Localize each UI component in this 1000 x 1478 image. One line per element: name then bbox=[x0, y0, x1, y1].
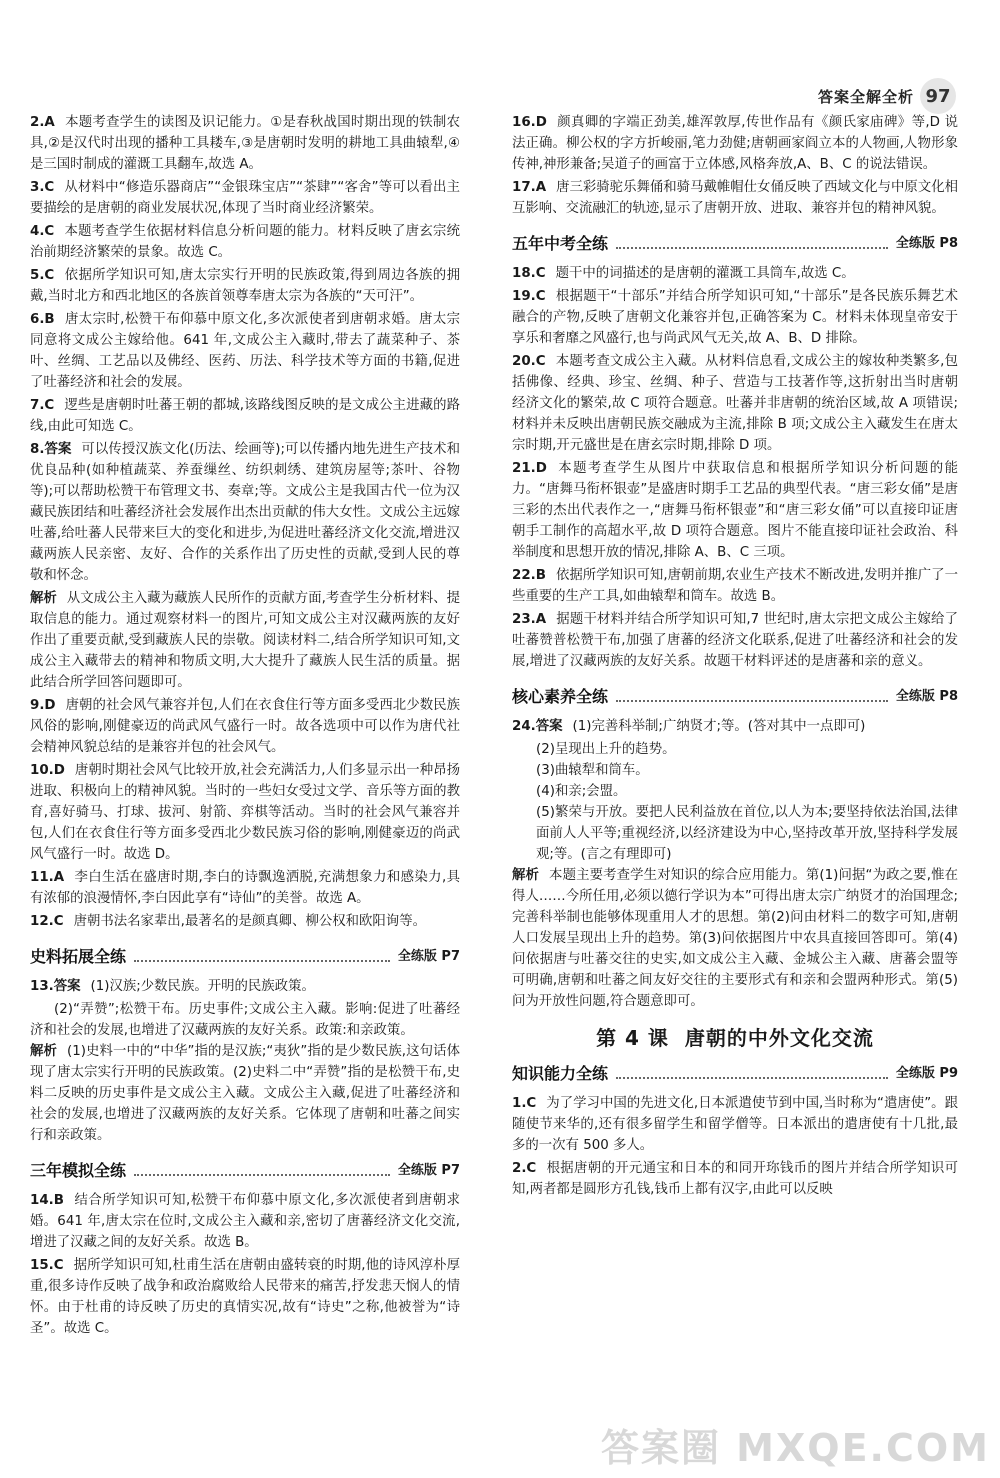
answer-item bbox=[512, 177, 958, 219]
answer-text: 唐太宗时,松赞干布仰慕中原文化,多次派使者到唐朝求婚。唐太宗同意将文成公主嫁给他。641 年,文成公主入藏时,带去了蔬菜种子、茶叶、丝绸、工艺品以及佛经、医药、历法、科学技术等方面的书籍,促进了吐蕃经济和社会的发展。 bbox=[30, 312, 460, 390]
answer-number: 6.B bbox=[30, 312, 55, 327]
section-header bbox=[30, 1158, 460, 1182]
section-title: 知识能力全练 bbox=[512, 1063, 609, 1083]
page-number: 97 bbox=[920, 78, 956, 114]
analysis-label: 解析 bbox=[512, 868, 540, 883]
section-title: 核心素养全练 bbox=[512, 686, 609, 706]
answer-item bbox=[512, 458, 958, 563]
answer-number: 1.C bbox=[512, 1096, 537, 1111]
answer-item bbox=[30, 395, 460, 437]
answer-item bbox=[30, 911, 460, 932]
right-column bbox=[512, 112, 958, 1202]
section-ref: 全练版 P7 bbox=[397, 948, 460, 964]
answer-item bbox=[30, 1255, 460, 1339]
analysis-paragraph bbox=[512, 865, 958, 1012]
answer-item bbox=[512, 286, 958, 349]
answer-number: 16.D bbox=[512, 115, 547, 130]
analysis-label: 解析 bbox=[30, 591, 57, 606]
lesson-number: 第 4 课 bbox=[596, 1026, 669, 1050]
answer-number: 7.C bbox=[30, 398, 55, 413]
analysis-text: 本题主要考查学生对知识的综合应用能力。第(1)问据“为政之要,惟在得人……今所任用,必须以德行学识为本”可得出唐太宗广纳贤才的治国理念;完善科举制也能够体现重用人才的思想。第(2)问由材料二的数字可知,唐朝人口发展呈现出上升的趋势。第(3)问依据图片中农具直接回答即可。第(4)问依据唐与吐蕃交往的史实,如文成公主入藏、金城公主入藏、唐蕃会盟等可明确,唐朝和吐蕃之间友好交往的主要形式有和亲和会盟两种形式。第(5)问为开放性问题,符合题意即可。 bbox=[512, 868, 958, 1009]
answer-item bbox=[512, 263, 958, 284]
answer-number: 18.C bbox=[512, 266, 546, 281]
analysis-text: (1)史料一中的“中华”指的是汉族;“夷狄”指的是少数民族,这句话体现了唐太宗实行开明的民族政策。(2)史料二中“弄赞”指的是松赞干布,史料二反映的历史事件是文成公主入藏。文成公主入藏,促进了吐蕃经济和社会的发展,也增进了汉藏两族的友好关系。它体现了唐朝和吐蕃之间实行和亲政策。 bbox=[30, 1044, 461, 1143]
analysis-text: 从文成公主入藏为藏族人民所作的贡献方面,考查学生分析材料、提取信息的能力。通过观察材料一的图片,可知文成公主对汉藏两族的友好作出了重要贡献,受到藏族人民的崇敬。阅读材料二,结合所学知识可知,文成公主入藏带去的精神和物质文明,大大提升了藏族人民生活的质量。据此结合所学回答问题即可。 bbox=[30, 591, 460, 690]
section-header bbox=[30, 944, 460, 968]
section-ref: 全练版 P7 bbox=[397, 1162, 460, 1178]
answer-text: 李白生活在盛唐时期,李白的诗飘逸洒脱,充满想象力和感染力,具有浓郁的浪漫情怀,李白因此享有“诗仙”的美誉。故选 A。 bbox=[30, 870, 460, 906]
answer-item bbox=[30, 177, 460, 219]
answer-item bbox=[30, 695, 460, 758]
section-header bbox=[512, 231, 958, 255]
answer-text: 逻些是唐朝时吐蕃王朝的都城,该路线图反映的是文成公主进藏的路线,由此可知选 C。 bbox=[30, 398, 460, 434]
answer-text: 依据所学知识可知,唐朝前期,农业生产技术不断改进,发明并推广了一些重要的生产工具,如曲辕犁和筒车。故选 B。 bbox=[512, 568, 958, 604]
section-ref: 全练版 P8 bbox=[895, 688, 958, 704]
analysis-paragraph bbox=[30, 588, 460, 693]
answer-number: 8.答案 bbox=[30, 442, 72, 457]
answer-text: 唐朝时期社会风气比较开放,社会充满活力,人们多显示出一种昂扬进取、积极向上的精神风貌。当时的一些妇女受过文学、音乐等方面的教育,喜好骑马、打球、拔河、射箭、弈棋等活动。当时的社会风气兼容并包,人们在衣食住行等方面多受西北少数民族习俗的影响,刚健豪迈的尚武风气盛行一时。故选 D。 bbox=[30, 763, 460, 862]
answer-number: 13.答案 bbox=[30, 979, 81, 994]
answer-number: 2.C bbox=[512, 1161, 537, 1176]
section-divider bbox=[616, 1067, 888, 1079]
answer-text: 可以传授汉族文化(历法、绘画等);可以传播内地先进生产技术和优良品种(如种植蔬菜、养蚕缫丝、纺织刺绣、建筑房屋等;茶叶、谷物等);可以帮助松赞干布管理文书、奏章;等。文成公主是我国古代一位为汉藏民族团结和吐蕃经济社会发展作出杰出贡献的伟大女性。文成公主远嫁吐蕃,给吐蕃人民带来巨大的变化和进步,为促进吐蕃经济文化交流,增进汉藏两族人民亲密、友好、合作的关系作出了历史性的贡献,受到人民的尊敬和怀念。 bbox=[30, 442, 461, 583]
answer-text: 唐朝的社会风气兼容并包,人们在衣食住行等方面多受西北少数民族风俗的影响,刚健豪迈的尚武风气盛行一时。故各选项中可以作为唐代社会精神风貌总结的是兼容并包的社会风气。 bbox=[30, 698, 460, 755]
section-ref: 全练版 P8 bbox=[895, 235, 958, 251]
answer-text: 从材料中“修造乐器商店”“金银珠宝店”“茶肆”“客舍”等可以看出主要描绘的是唐朝的商业发展状况,体现了当时商业经济繁荣。 bbox=[30, 180, 460, 216]
answer-text: 据题干材料并结合所学知识可知,7 世纪时,唐太宗把文成公主嫁给了吐蕃赞普松赞干布,加强了唐蕃的经济文化联系,促进了吐蕃经济和社会的发展,增进了汉藏两族的友好关系。故题干材料评述的是唐蕃和亲的意义。 bbox=[512, 612, 958, 669]
answer-text: 据所学知识可知,杜甫生活在唐朝由盛转衰的时期,他的诗风淳朴厚重,很多诗作反映了战争和政治腐败给人民带来的痛苦,抒发悲天悯人的情怀。由于杜甫的诗反映了历史的真情实况,故有“诗史”之称,他被誉为“诗圣”。故选 C。 bbox=[30, 1258, 460, 1336]
answer-item bbox=[30, 760, 460, 865]
answer-item bbox=[30, 221, 460, 263]
answer-number: 11.A bbox=[30, 870, 65, 885]
answer-item bbox=[30, 112, 460, 175]
answer-text: 唐三彩骑驼乐舞俑和骑马戴帷帽仕女俑反映了西域文化与中原文化相互影响、交流融汇的轨迹,显示了唐朝开放、进取、兼容并包的精神风貌。 bbox=[512, 180, 958, 216]
answer-subpart: (3)曲辕犁和筒车。 bbox=[536, 763, 649, 778]
page-header bbox=[818, 78, 956, 114]
answer-number: 12.C bbox=[30, 914, 64, 929]
answer-text: 题干中的词描述的是唐朝的灌溉工具筒车,故选 C。 bbox=[555, 266, 855, 281]
answer-item bbox=[512, 1093, 958, 1156]
answer-number: 19.C bbox=[512, 289, 546, 304]
answer-item bbox=[30, 1190, 460, 1253]
section-title: 三年模拟全练 bbox=[30, 1160, 127, 1180]
section-divider bbox=[134, 950, 390, 962]
answer-number: 20.C bbox=[512, 354, 546, 369]
answer-item bbox=[30, 309, 460, 393]
analysis-label: 解析 bbox=[30, 1044, 57, 1059]
header-title: 答案全解全析 bbox=[817, 87, 914, 106]
section-divider bbox=[134, 1164, 390, 1176]
answer-number: 24.答案 bbox=[512, 719, 563, 734]
answer-number: 21.D bbox=[512, 461, 547, 476]
answer-item bbox=[30, 439, 460, 586]
answer-text: (1)完善科举制;广纳贤才;等。(答对其中一点即可) bbox=[572, 719, 866, 734]
answer-subpart: (2)“弄赞”;松赞干布。历史事件;文成公主入藏。影响:促进了吐蕃经济和社会的发展,也增进了汉藏两族的友好关系。政策:和亲政策。 bbox=[30, 1002, 460, 1038]
section-header bbox=[512, 1061, 958, 1085]
answer-item bbox=[512, 609, 958, 672]
section-ref: 全练版 P9 bbox=[895, 1065, 958, 1081]
answer-item bbox=[512, 112, 958, 175]
left-column bbox=[30, 112, 460, 1341]
answer-number: 14.B bbox=[30, 1193, 64, 1208]
answer-item bbox=[30, 867, 460, 909]
answer-text: 依据所学知识可知,唐太宗实行开明的民族政策,得到周边各族的拥戴,当时北方和西北地区的各族首领尊奉唐太宗为各族的“天可汗”。 bbox=[30, 268, 460, 304]
answer-text: 本题考查文成公主入藏。从材料信息看,文成公主的嫁妆种类繁多,包括佛像、经典、珍宝、丝绸、种子、营造与工技著作等,这折射出当时唐朝经济文化的繁荣,故 C 项符合题意。吐蕃并非唐朝的统治区域,故 A 项错误;材料并未反映出唐朝民族交融成为主流,排除 B 项;文成公主入藏发生在唐太宗时期,开元盛世是在唐玄宗时期,排除 D 项。 bbox=[512, 354, 958, 453]
answer-text: 根据题干“十部乐”并结合所学知识可知,“十部乐”是各民族乐舞艺术融合的产物,反映了唐朝文化兼容并包,正确答案为 C。材料未体现皇帝安于享乐和奢靡之风盛行,也与尚武风气无关,故 A、B、D 排除。 bbox=[512, 289, 958, 346]
answer-item bbox=[512, 716, 958, 737]
answer-text: 结合所学知识可知,松赞干布仰慕中原文化,多次派使者到唐朝求婚。641 年,唐太宗在位时,文成公主入藏和亲,密切了唐蕃经济文化交流,增进了汉藏之间的友好关系。故选 B。 bbox=[30, 1193, 460, 1250]
section-divider bbox=[616, 237, 888, 249]
answer-item bbox=[30, 265, 460, 307]
answer-text: (1)汉族;少数民族。开明的民族政策。 bbox=[90, 979, 315, 994]
section-header bbox=[512, 684, 958, 708]
answer-number: 3.C bbox=[30, 180, 55, 195]
section-title: 史料拓展全练 bbox=[30, 946, 127, 966]
answer-item bbox=[30, 976, 460, 997]
answer-number: 5.C bbox=[30, 268, 55, 283]
answer-number: 10.D bbox=[30, 763, 65, 778]
answer-text: 本题考查学生从图片中获取信息和根据所学知识分析问题的能力。“唐舞马衔杯银壶”是盛唐时期手工艺品的典型代表。“唐三彩女俑”是唐三彩的杰出代表作之一,“唐舞马衔杯银壶”和“唐三彩女俑”可以直接印证唐朝手工制作的高超水平,故 D 项符合题意。图片不能直接印证社会政治、科举制度和思想开放的情况,排除 A、B、C 三项。 bbox=[512, 461, 958, 560]
answer-number: 23.A bbox=[512, 612, 547, 627]
section-divider bbox=[616, 690, 888, 702]
answer-subpart: (5)繁荣与开放。要把人民利益放在首位,以人为本;要坚持依法治国,法律面前人人平等;重视经济,以经济建设为中心,坚持改革开放,坚持科学发展观;等。(言之有理即可) bbox=[536, 805, 958, 862]
answer-item bbox=[512, 565, 958, 607]
answer-item bbox=[512, 1158, 958, 1200]
answer-text: 本题考查学生依据材料信息分析问题的能力。材料反映了唐玄宗统治前期经济繁荣的景象。故选 C。 bbox=[30, 224, 460, 260]
answer-number: 9.D bbox=[30, 698, 56, 713]
answer-number: 2.A bbox=[30, 115, 55, 130]
answer-text: 颜真卿的字端正劲美,雄浑敦厚,传世作品有《颜氏家庙碑》等,D 说法正确。柳公权的字方折峻丽,笔力劲健;唐朝画家阎立本的人物画,人物形象传神,神形兼备;吴道子的画富于立体感,风格奔放,A、B、C 的说法错误。 bbox=[512, 115, 958, 172]
lesson-name: 唐朝的中外文化交流 bbox=[684, 1026, 874, 1050]
answer-number: 17.A bbox=[512, 180, 547, 195]
analysis-paragraph bbox=[30, 1041, 460, 1146]
section-title: 五年中考全练 bbox=[512, 233, 609, 253]
answer-subpart: (4)和亲;会盟。 bbox=[536, 784, 627, 799]
answer-text: 唐朝书法名家辈出,最著名的是颜真卿、柳公权和欧阳询等。 bbox=[73, 914, 426, 929]
answer-number: 15.C bbox=[30, 1258, 64, 1273]
watermark: 答案圈 MXQE.COM bbox=[600, 1426, 990, 1470]
answer-text: 为了学习中国的先进文化,日本派遣使节到中国,当时称为“遣唐使”。跟随使节来华的,还有很多留学生和留学僧等。日本派出的遣唐使有十几批,最多的一次有 500 多人。 bbox=[512, 1096, 958, 1153]
answer-number: 22.B bbox=[512, 568, 546, 583]
answer-text: 根据唐朝的开元通宝和日本的和同开珎钱币的图片并结合所学知识可知,两者都是圆形方孔钱,钱币上都有汉字,由此可以反映 bbox=[512, 1161, 958, 1197]
answer-subpart: (2)呈现出上升的趋势。 bbox=[536, 742, 676, 757]
answer-text: 本题考查学生的读图及识记能力。①是春秋战国时期出现的铁制农具,②是汉代时出现的播种工具耧车,③是唐朝时发明的耕地工具曲辕犁,④是三国时制成的灌溉工具翻车,故选 A。 bbox=[30, 115, 460, 172]
answer-item bbox=[512, 351, 958, 456]
lesson-title bbox=[512, 1028, 958, 1049]
answer-number: 4.C bbox=[30, 224, 55, 239]
